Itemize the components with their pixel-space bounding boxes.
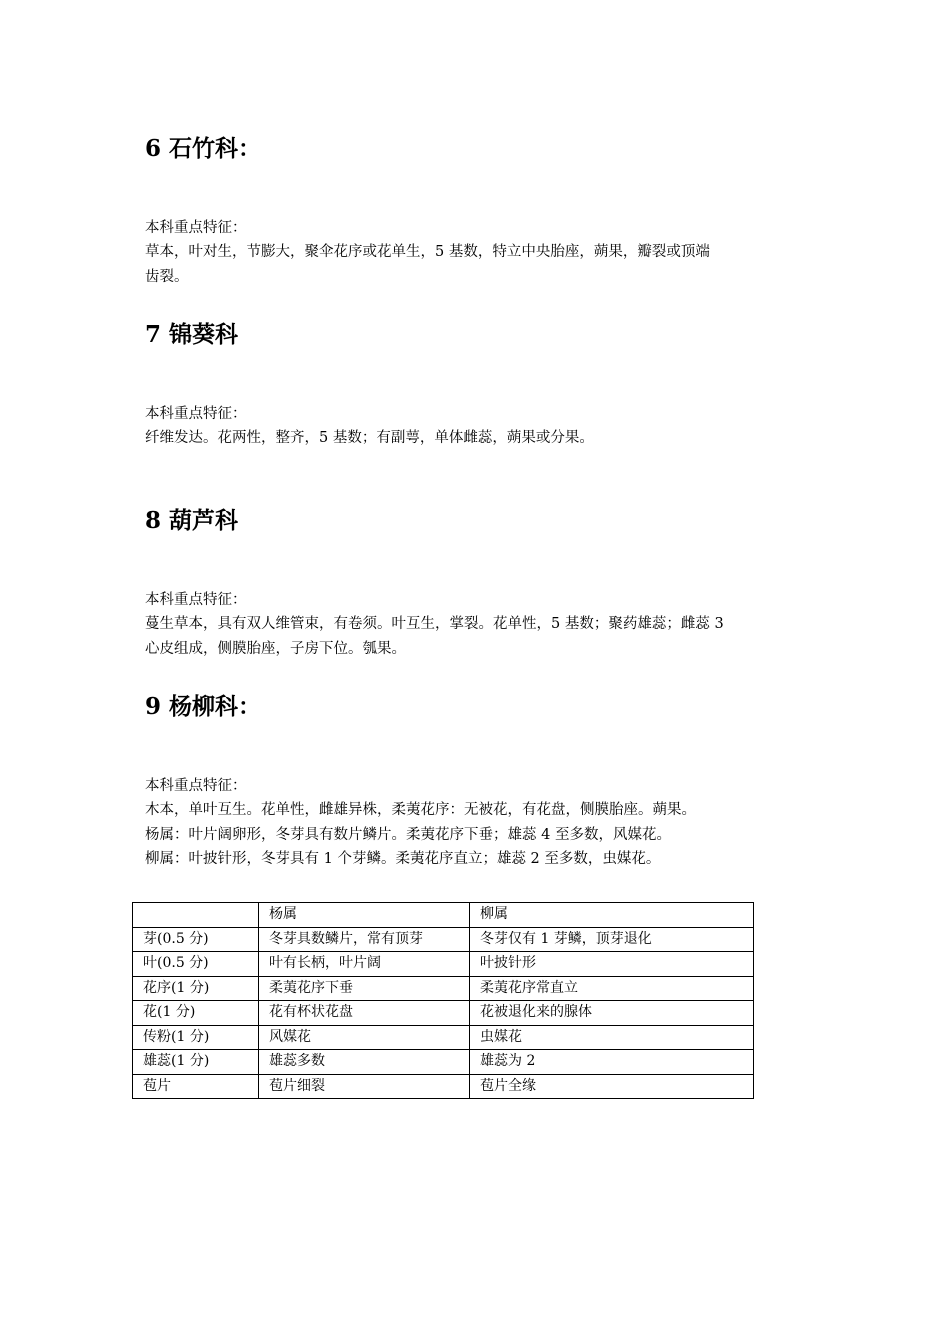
section-paragraph: [145, 798, 815, 872]
table-cell: 叶披针形: [470, 952, 754, 977]
paragraph-line: 草本，叶对生，节膨大，聚伞花序或花单生，5 基数，特立中央胎座，蒴果，瓣裂或顶端: [145, 244, 710, 260]
paragraph-line: 木本，单叶互生。花单性，雌雄异株，柔荑花序：无被花，有花盘，侧膜胎座。蒴果。: [145, 802, 696, 818]
table-cell: 花有杯状花盘: [259, 1001, 470, 1026]
section-cucurbitaceae: [145, 506, 815, 661]
section-salicaceae: [145, 692, 815, 872]
section-heading: 7 锦葵科: [145, 321, 239, 348]
table-cell: 雄蕊(1 分): [133, 1050, 259, 1075]
paragraph-line: 杨属：叶片阔卵形，冬芽具有数片鳞片。柔荑花序下垂；雄蕊 4 至多数，风媒花。: [145, 826, 671, 843]
table-cell: 冬芽仅有 1 芽鳞，顶芽退化: [470, 927, 754, 952]
section-paragraph: [145, 240, 815, 289]
table-row: [133, 927, 754, 952]
table-cell: 雄蕊多数: [259, 1050, 470, 1075]
table-cell: 传粉(1 分): [133, 1025, 259, 1050]
table-cell: 花(1 分): [133, 1001, 259, 1026]
table-row: [133, 1025, 754, 1050]
comparison-table: [132, 902, 754, 1099]
table-row: [133, 952, 754, 977]
section-malvaceae: [145, 320, 815, 451]
table-cell: 叶(0.5 分): [133, 952, 259, 977]
table-cell: 苞片细裂: [259, 1074, 470, 1099]
table-cell: 雄蕊为 2: [470, 1050, 754, 1075]
table-row: [133, 1050, 754, 1075]
table-cell: 芽(0.5 分): [133, 927, 259, 952]
table-row: [133, 1001, 754, 1026]
table-cell: 虫媒花: [470, 1025, 754, 1050]
table-header-row: [133, 903, 754, 928]
paragraph-line: 蔓生草本，具有双人维管束，有卷须。叶互生，掌裂。花单性，5 基数；聚药雄蕊；雌蕊 3: [145, 616, 724, 632]
section-paragraph: [145, 426, 815, 451]
table-cell: 冬芽具数鳞片，常有顶芽: [259, 927, 470, 952]
section-heading: 9 杨柳科：: [145, 693, 262, 720]
table-header-cell: 杨属: [259, 903, 470, 928]
table-cell: 花序(1 分): [133, 976, 259, 1001]
section-label: 本科重点特征：: [145, 778, 247, 794]
section-caryophyllaceae: [145, 134, 815, 289]
table-cell: 苞片全缘: [470, 1074, 754, 1099]
table-row: [133, 1074, 754, 1099]
table-cell: 风媒花: [259, 1025, 470, 1050]
section-paragraph: [145, 612, 815, 661]
section-label: 本科重点特征：: [145, 406, 247, 422]
section-label: 本科重点特征：: [145, 220, 247, 236]
table-cell: 叶有长柄，叶片阔: [259, 952, 470, 977]
table-cell: 花被退化来的腺体: [470, 1001, 754, 1026]
table-cell: 柔荑花序常直立: [470, 976, 754, 1001]
paragraph-line: 纤维发达。花两性，整齐，5 基数；有副萼，单体雌蕊，蒴果或分果。: [145, 430, 594, 446]
table-cell: 柔荑花序下垂: [259, 976, 470, 1001]
section-heading: 8 葫芦科: [145, 507, 239, 534]
table-row: [133, 976, 754, 1001]
paragraph-line: 柳属：叶披针形，冬芽具有 1 个芽鳞。柔荑花序直立；雄蕊 2 至多数，虫媒花。: [145, 851, 661, 867]
table-cell: 苞片: [133, 1074, 259, 1099]
paragraph-line: 心皮组成，侧膜胎座，子房下位。瓠果。: [145, 640, 406, 657]
section-heading: 6 石竹科：: [145, 135, 262, 162]
paragraph-line: 齿裂。: [145, 268, 189, 285]
table-header-cell: [133, 903, 259, 928]
section-label: 本科重点特征：: [145, 592, 247, 608]
table-header-cell: 柳属: [470, 903, 754, 928]
